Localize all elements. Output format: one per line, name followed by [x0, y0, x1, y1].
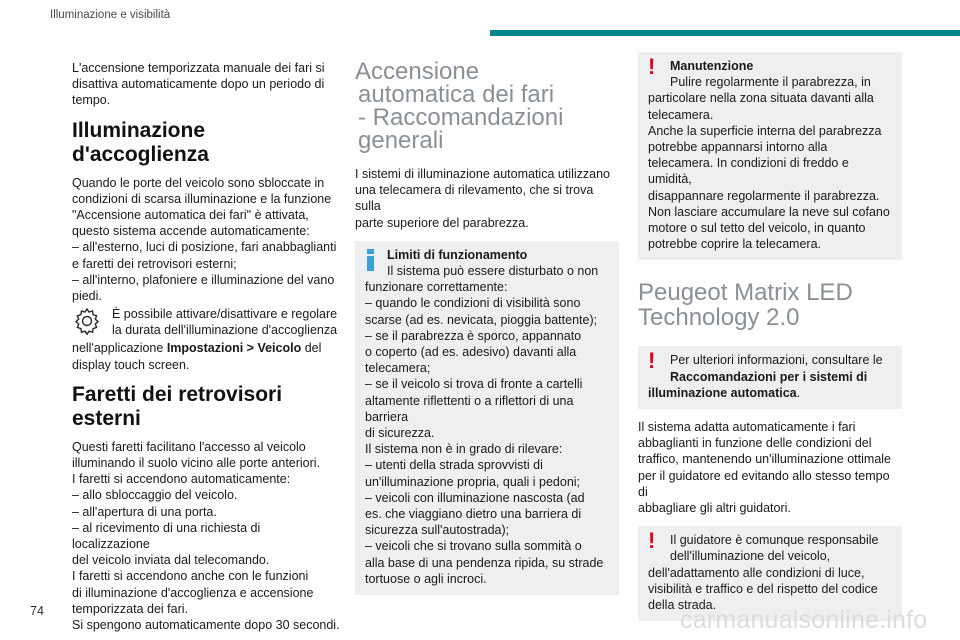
welcome-paragraph: Quando le porte del veicolo sono sbloccate in condizioni di scarsa illuminazione e la funzione "Accensione automatica dei fari" è attivata, questo sistema accende automaticamente: – all'esterno, luci di posizione, fari anabbaglianti e faretti dei retrovisori esterni; – all'interno, plafoniere e illuminazione del vano piedi.	[72, 175, 337, 304]
heading-auto-headlamps: Accensione automatica dei fari - Raccomandazioni generali	[355, 58, 564, 154]
info-icon	[365, 247, 377, 273]
heading-welcome-lighting: Illuminazione d'accoglienza	[72, 118, 209, 166]
section-title: Illuminazione e visibilità	[50, 9, 171, 21]
warning-box-more-info: ! Per ulteriori informazioni, consultare le Raccomandazioni per i sistemi di illuminazione automatica.	[638, 346, 902, 409]
settings-note-cont: nell'applicazione Impostazioni > Veicolo del display touch screen.	[72, 341, 322, 372]
settings-path: Impostazioni > Veicolo	[166, 341, 302, 356]
warning-exclamation-icon: !	[648, 348, 656, 374]
header-accent-bar	[490, 30, 960, 36]
settings-note: È possibile attivare/disattivare e regolare la durata dell'illuminazione d'accoglienza	[72, 306, 340, 340]
warning-box-title: Manutenzione	[670, 59, 754, 73]
watermark: carmanualsonline.info	[680, 606, 928, 634]
warning-box-maintenance: ! Manutenzione Pulire regolarmente il parabrezza, in particolare nella zona situata davanti alla telecamera. Anche la superficie interna del parabrezza potrebbe appannarsi intorno alla telecamera. In condizioni di freddo e umidità, disappannare regolarmente il parabrezza. Non lasciare accumulare la neve sul cofano motore o sul tetto del veicolo, in quanto potrebbe coprire la telecamera.	[638, 52, 902, 260]
mirror-paragraph: Questi faretti facilitano l'accesso al veicolo illuminando il suolo vicino alle porte anteriori. I faretti si accendono automaticamente: – allo sbloccaggio del veicolo. – all'apertura di una porta. – al ricevimento di una richiesta di localizzazione del veicolo inviata dal telecomando. I faretti si accendono anche con le funzioni di illuminazione d'accoglienza e accensione temporizzata dei fari. Si spengono automaticamente dopo 30 secondi.	[72, 439, 340, 633]
warning-exclamation-icon: !	[648, 528, 656, 554]
warning-exclamation-icon: !	[648, 54, 656, 79]
info-box-limits: Limiti di funzionamento Il sistema può essere disturbato o non funzionare correttamente: – quando le condizioni di visibilità sono scarse (ad es. nevicata, pioggia battente); – se il parabrezza è sporco, appannato o coperto (ad es. adesivo) davanti alla telecamera; – se il veicolo si trova di fronte a cartelli altamente riflettenti o a riflettori di una barriera di sicurezza. Il sistema non è in grado di rilevare: – utenti della strada sprovvisti di un'illuminazione propria, quali i pedoni; – veicoli con illuminazione nascosta (ad es. che viaggiano dietro una barriera di sicurezza sull'autostrada); – veicoli che si trovano sulla sommità o alla base di una pendenza ripida, su strade tortuose o agli incroci.	[355, 241, 619, 595]
heading-matrix-led: Peugeot Matrix LED Technology 2.0	[638, 279, 853, 332]
column-left	[72, 60, 340, 639]
page-number: 74	[30, 604, 44, 618]
matrix-led-paragraph: Il sistema adatta automaticamente i fari abbaglianti in funzione delle condizioni del traffico, mantenendo un'illuminazione ottimale per il guidatore ed evitando allo stesso tempo di abbagliare gli altri guidatori.	[638, 420, 891, 516]
auto-headlamps-intro: I sistemi di illuminazione automatica utilizzano una telecamera di rilevamento, che si trova sulla parte superiore del parabrezza.	[355, 167, 610, 230]
intro-paragraph: L'accensione temporizzata manuale dei fari si disattiva automaticamente dopo un periodo di tempo.	[72, 61, 325, 108]
column-right	[638, 54, 902, 631]
heading-mirror-lamps: Faretti dei retrovisori esterni	[72, 382, 283, 430]
warning-box-driver: ! Il guidatore è comunque responsabile dell'illuminazione del veicolo, dell'adattamento alle condizioni di luce, visibilità e traffico e del rispetto del codice della strada.	[638, 526, 902, 621]
gear-icon	[72, 306, 102, 336]
column-middle	[355, 60, 619, 605]
info-box-title: Limiti di funzionamento	[387, 247, 528, 262]
